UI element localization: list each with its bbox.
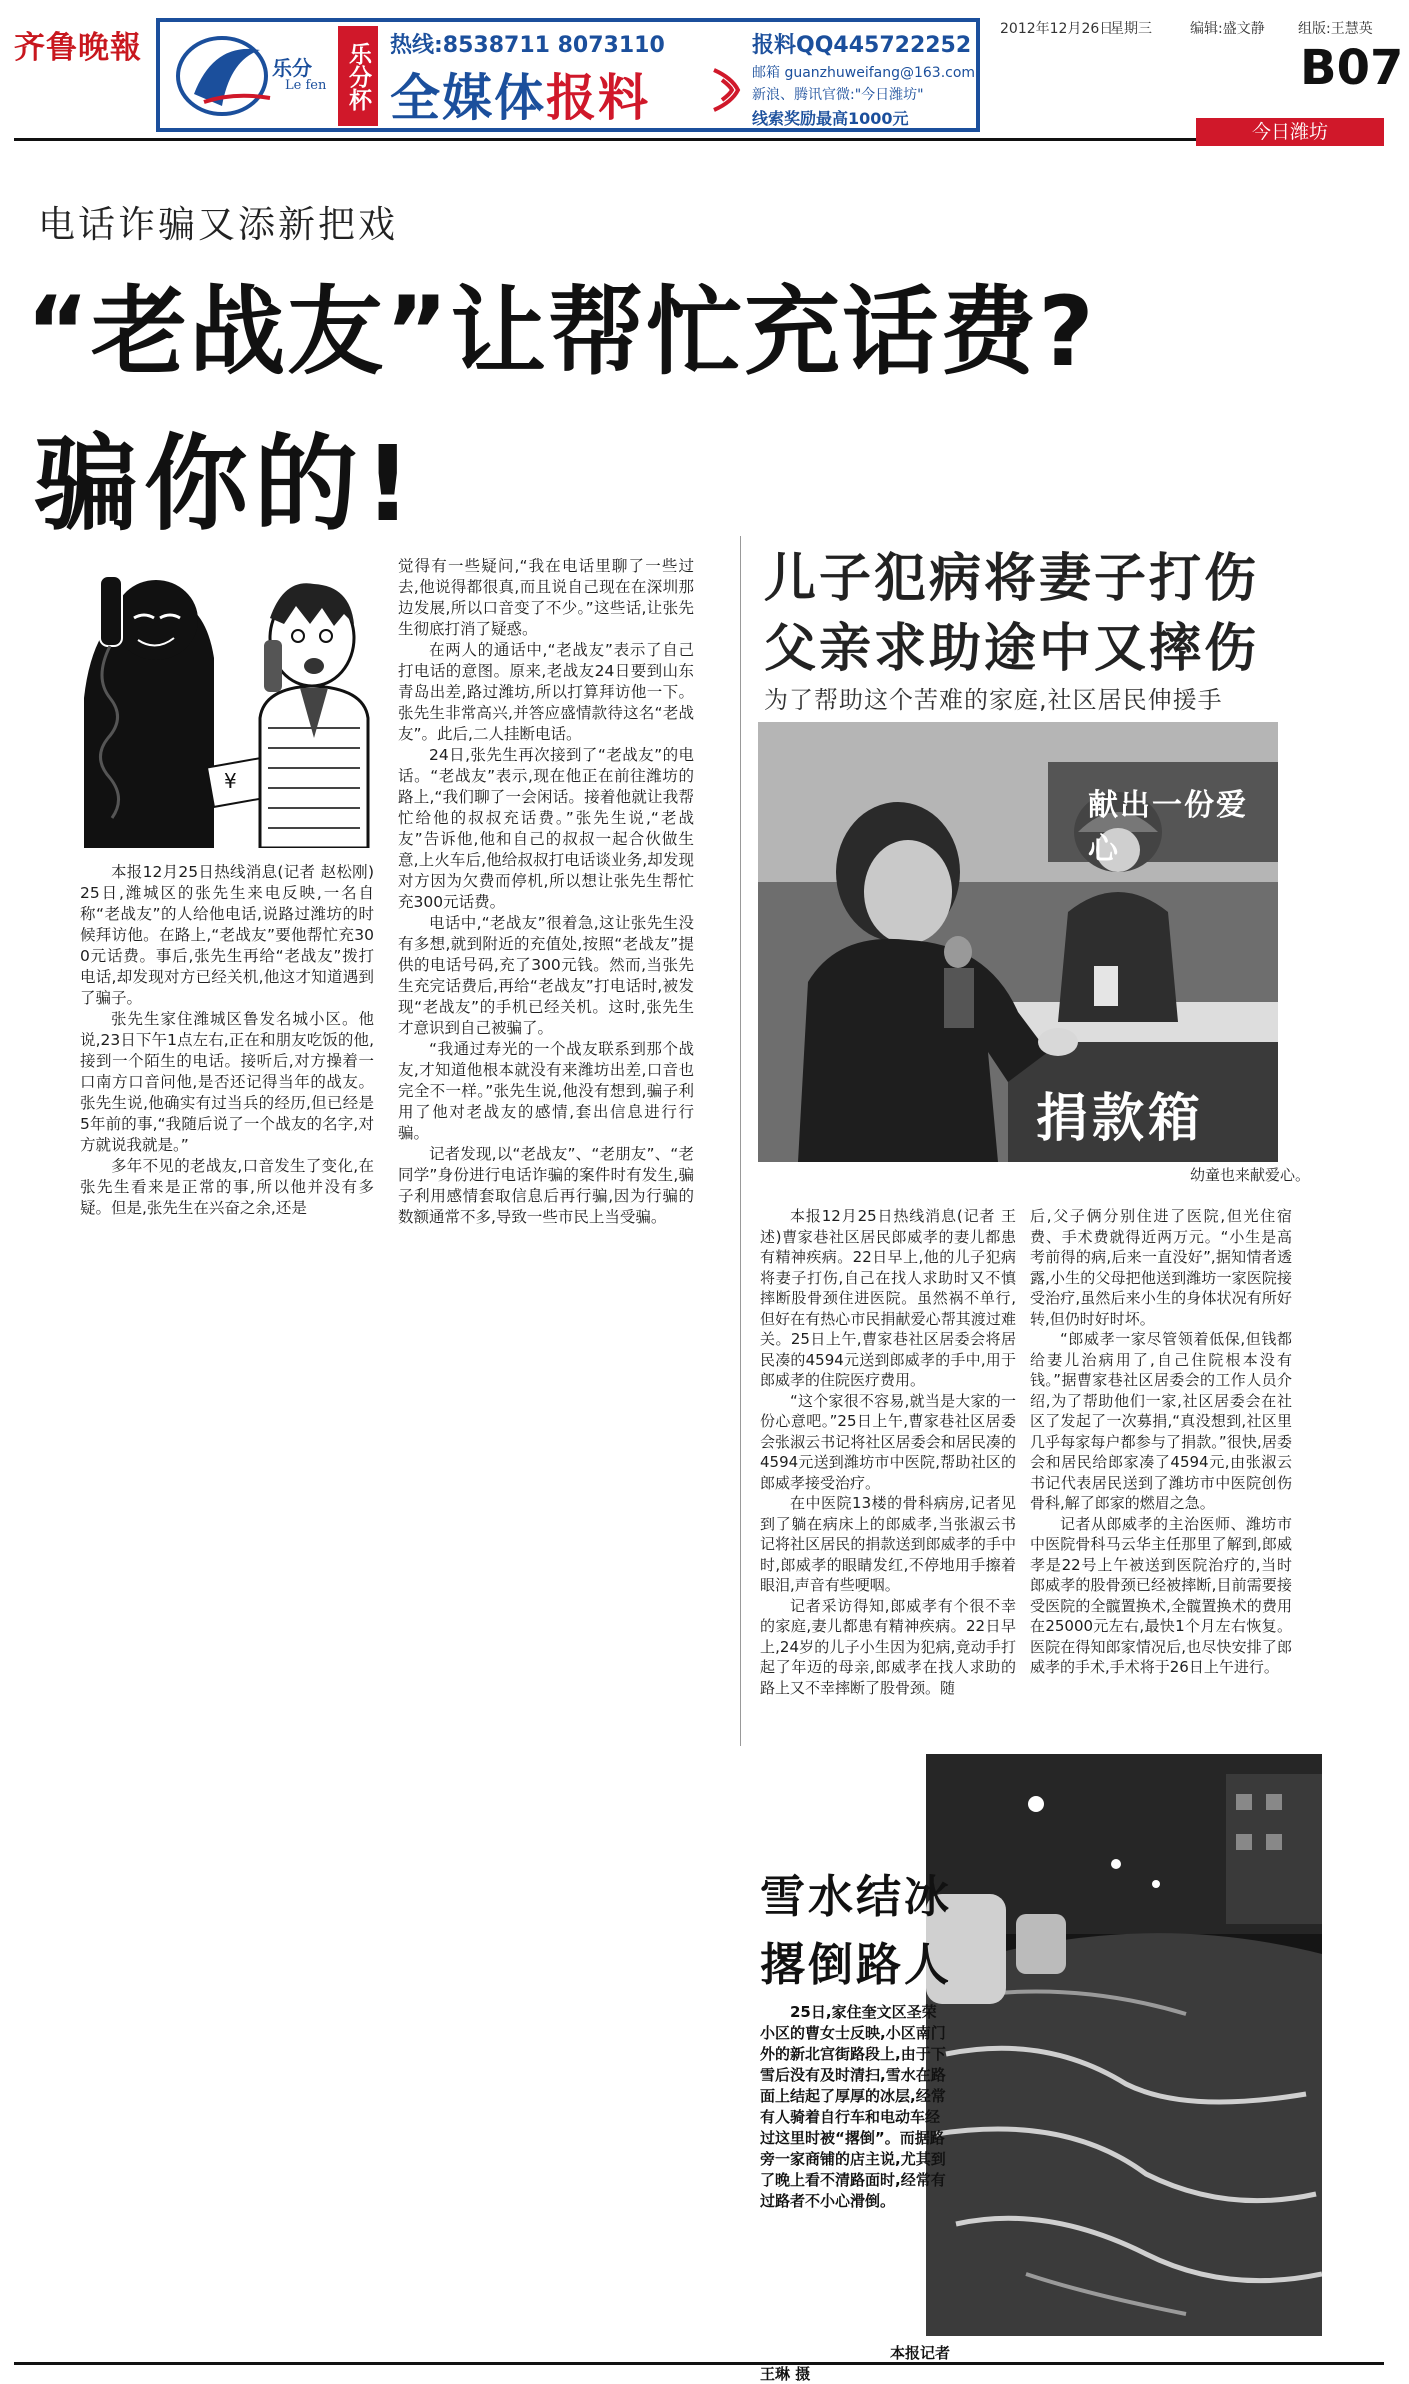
story2-deck: 为了帮助这个苦难的家庭,社区居民伸援手: [764, 686, 1223, 714]
story1-headline: “老战友”让帮忙充话费?: [26, 276, 1096, 388]
story1-column-1: [80, 862, 374, 1219]
ad-headline-a: 全媒体: [390, 69, 546, 127]
issue-weekday: 星期三: [1110, 21, 1152, 37]
story2-col2-p3: 记者从郎威孝的主治医师、潍坊市中医院骨科马云华主任那里了解到,郎威孝是22号上午被送到医院治疗的,当时郎威孝的股骨颈已经被摔断,目前需要接受医院的全髋置换术,全髋置换术的费用在25000元左右,最快1个月左右恢复。医院在得知郎家情况后,也尽快安排了郎威孝的手术,手术将于26日上午进行。: [1030, 1514, 1292, 1676]
ad-headline: [390, 58, 650, 130]
story3-body: [760, 2002, 950, 2212]
ad-weibo: 新浪、腾讯官微:"今日潍坊": [752, 87, 924, 103]
layout-credit: 组版:王慧英: [1298, 21, 1373, 37]
ad-reward: 线索奖励最高1000元: [752, 109, 909, 128]
story3-body-text: 25日,家住奎文区圣荣小区的曹女士反映,小区南门外的新北宫街路段上,由于下雪后没有及时清扫,雪水在路面上结起了厚厚的冰层,经常有人骑着自行车和电动车经过这里时被“撂倒”。而据路旁一家商铺的店主说,尤其到了晚上看不清路面时,经常有过路者不小心滑倒。: [760, 2003, 946, 2210]
ad-tag: 乐分杯: [338, 26, 378, 126]
story2-col2-p1: 后,父子俩分别住进了医院,但光住宿费、手术费就得近两万元。“小生是高考前得的病,后来一直没好”,据知情者透露,小生的父母把他送到潍坊一家医院接受治疗,虽然后来小生的身体状况有所好转,但仍时好时坏。: [1030, 1207, 1292, 1328]
photo-caption: 幼童也来献爱心。: [1190, 1166, 1311, 1184]
story1-col2-p2: 在两人的通话中,“老战友”表示了自己打电话的意图。原来,老战友24日要到山东青岛出差,路过潍坊,所以打算拜访他一下。张先生非常高兴,并答应盛情款待这名“老战友”。此后,二人挂断电话。: [398, 641, 694, 743]
photo-donation-box-text: 捐款箱: [1036, 1089, 1205, 1149]
ad-brand: 乐分: [272, 56, 312, 80]
story2-col2-p2: “郎威孝一家尽管领着低保,但钱都给妻儿治病用了,自己住院根本没有钱。”据曹家巷社区居委会的工作人员介绍,为了帮助他们一家,社区居委会在社区了发起了一次募捐,“真没想到,社区里几乎每家每户都参与了捐款。”很快,居委会和居民给郎家凑了4594元,由张淑云书记代表居民送到了潍坊市中医院创伤骨科,解了郎家的燃眉之急。: [1030, 1330, 1292, 1512]
story3-title: 雪水结冰: [760, 1870, 953, 1923]
advert-banner: [156, 18, 980, 132]
brand-logo-icon: [174, 32, 284, 118]
story2-col1-p1: 本报12月25日热线消息(记者 王述)曹家巷社区居民郎威孝的妻儿都患有精神疾病。22日早上,他的儿子犯病将妻子打伤,自己在找人求助时又不慎摔断股骨颈住进医院。虽然祸不单行,但好在有热心市民捐献爱心帮其渡过难关。25日上午,曹家巷社区居委会将居民凑的4594元送到郎威孝的手中,用于郎威孝的住院医疗费用。: [760, 1207, 1016, 1389]
svg-text:¥: ¥: [224, 769, 237, 793]
story2-column-2: [1030, 1206, 1292, 1678]
column-divider: [740, 536, 741, 1746]
story1-col1-p1: 本报12月25日热线消息(记者 赵松刚)25日,潍城区的张先生来电反映,一名自称“老战友”的人给他电话,说路过潍坊的时候拜访他。在路上,“老战友”要他帮忙充300元话费。事后,张先生再给“老战友”拨打电话,却发现对方已经关机,他这才知道遇到了骗子。: [80, 863, 374, 1007]
story3-byline-a: 本报记者: [889, 2344, 950, 2362]
icy-road-scene: [926, 1754, 1322, 2336]
ad-headline-b: 报料: [546, 69, 650, 127]
story2-column-1: [760, 1206, 1016, 1698]
story1-col2-p3: 24日,张先生再次接到了“老战友”的电话。“老战友”表示,现在他正在前往潍坊的路上,“我们聊了一会闲话。接着他就让我帮忙给他的叔叔充话费。”张先生说,“老战友”告诉他,他和自己的叔叔一起合伙做生意,上火车后,他给叔叔打电话谈业务,却发现对方因为欠费而停机,所以想让张先生帮忙充300元话费。: [398, 746, 694, 911]
donation-photo: [758, 722, 1278, 1162]
ad-email: 邮箱 guanzhuweifang@163.com: [752, 65, 976, 81]
ad-qq: 报料QQ445722252: [752, 33, 972, 58]
ad-hotline: 热线:8538711 8073110: [390, 33, 665, 58]
story2-col1-p2: “这个家很不容易,就当是大家的一份心意吧。”25日上午,曹家巷社区居委会张淑云书记将社区居委会和居民凑的4594元送到潍坊市中医院,帮助社区的郎威孝接受治疗。: [760, 1391, 1016, 1492]
story1-col2-p4: 电话中,“老战友”很着急,这让张先生没有多想,就到附近的充值处,按照“老战友”提供的电话号码,充了300元钱。然而,当张先生充完话费后,再给“老战友”打电话时,被发现“老战友”的手机已经关机。这时,张先生才意识到自己被骗了。: [398, 914, 694, 1037]
story1-col1-p3: 多年不见的老战友,口音发生了变化,在张先生看来是正常的事,所以他并没有多疑。但是,张先生在兴奋之余,还是: [80, 1157, 374, 1217]
story1-col2-p6: 记者发现,以“老战友”、“老朋友”、“老同学”身份进行电话诈骗的案件时有发生,骗子利用感情套取信息后再行骗,因为行骗的数额通常不多,导致一些市民上当受骗。: [398, 1145, 694, 1226]
story3-byline-b: 王琳 摄: [760, 2365, 811, 2383]
editor-credit: 编辑:盛文静: [1190, 21, 1265, 37]
story2-col1-p4: 记者采访得知,郎威孝有个很不幸的家庭,妻儿都患有精神疾病。22日早上,24岁的儿子小生因为犯病,竟动手打起了年迈的母亲,郎威孝在找人求助的路上又不幸摔断了股骨颈。随: [760, 1596, 1016, 1697]
megaphone-icon: [708, 60, 746, 120]
story1-col2-p5: “我通过寿光的一个战友联系到那个战友,才知道他根本就没有来潍坊出差,口音也完全不一样。”张先生说,他没有想到,骗子利用了他对老战友的感情,套出信息进行行骗。: [398, 1040, 694, 1142]
phone-scam-cartoon: [64, 548, 384, 848]
story1-column-2: [398, 556, 694, 1228]
story1-headline-2: 骗你的!: [34, 423, 418, 545]
story1-col2-p1: 觉得有一些疑问,“我在电话里聊了一些过去,他说得都很真,而且说自己现在在深圳那边发展,所以口音变了不少。”这些话,让张先生彻底打消了疑惑。: [398, 557, 694, 638]
section-label: 今日潍坊: [1196, 118, 1384, 146]
story3-title-2: 撂倒路人: [760, 1938, 953, 1991]
photo-banner-text: 献出一份爱心: [1088, 788, 1248, 867]
story1-col1-p2: 张先生家住潍城区鲁发名城小区。他说,23日下午1点左右,正在和朋友吃饭的他,接到一个陌生的电话。接听后,对方操着一口南方口音问他,是否还记得当年的战友。张先生说,他确实有过当兵的经历,但已经是5年前的事,“我随后说了一个战友的名字,对方就说我就是。”: [80, 1010, 374, 1154]
ad-brand-sub: Le fen: [285, 78, 327, 93]
top-rule: [14, 138, 1384, 141]
story2-title-2: 父亲求助途中又摔伤: [764, 619, 1260, 679]
story1-kicker: 电话诈骗又添新把戏: [38, 203, 398, 246]
story2-col1-p3: 在中医院13楼的骨科病房,记者见到了躺在病床上的郎威孝,当张淑云书记将社区居民的捐款送到郎威孝的手中时,郎威孝的眼睛发红,不停地用手擦着眼泪,声音有些哽咽。: [760, 1494, 1016, 1594]
story2-title: 儿子犯病将妻子打伤: [764, 549, 1260, 609]
icy-road-photo: [926, 1754, 1322, 2336]
bottom-rule: [14, 2362, 1384, 2365]
paper-name: 齐鲁晚報: [14, 30, 142, 66]
issue-date: 2012年12月26日: [1000, 21, 1114, 37]
page-number: B07: [1300, 40, 1404, 96]
